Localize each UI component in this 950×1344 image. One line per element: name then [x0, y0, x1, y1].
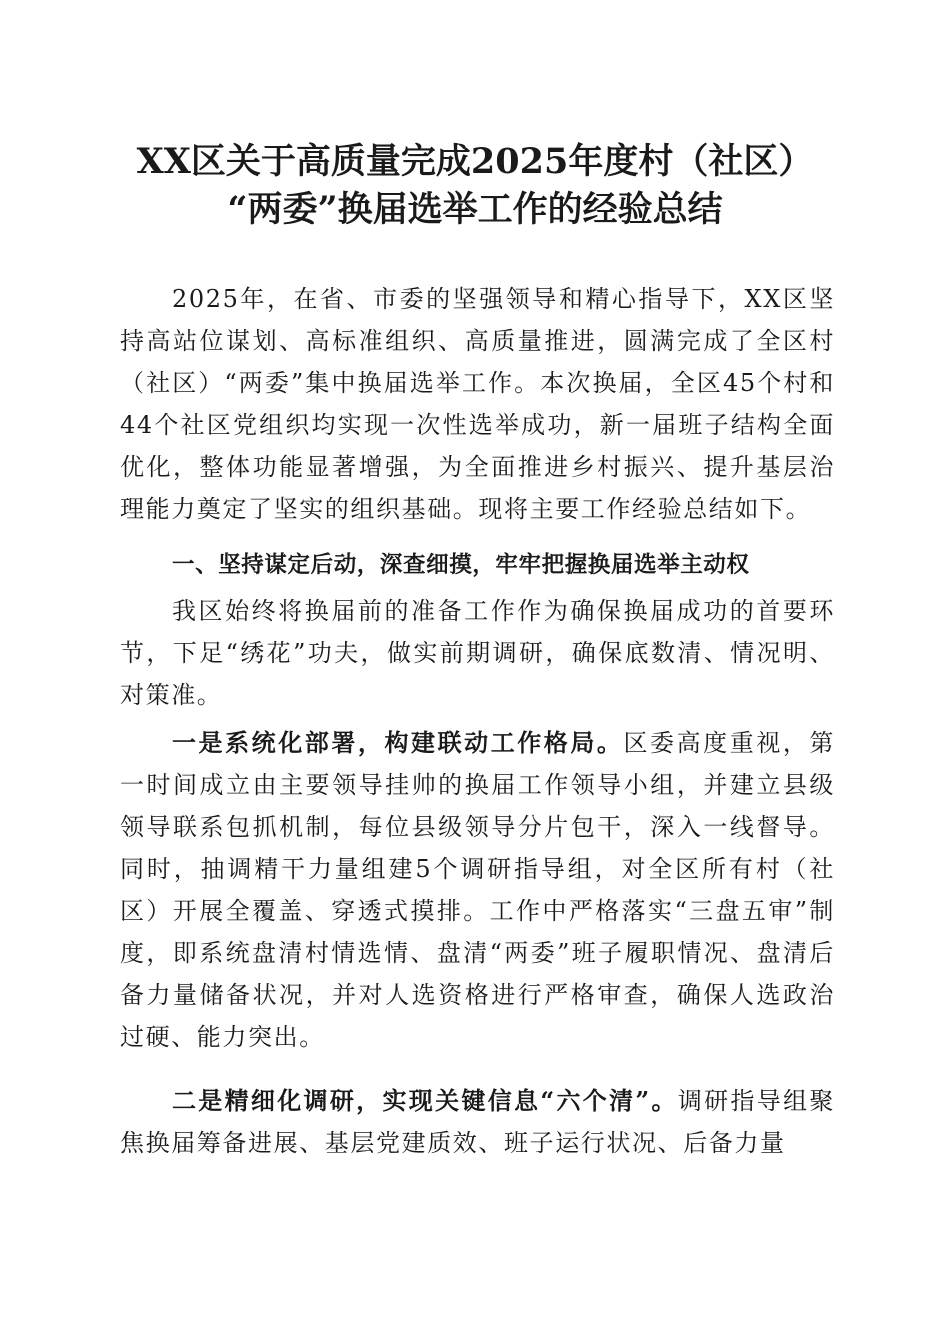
section-1-intro-paragraph: 我区始终将换届前的准备工作作为确保换届成功的首要环节，下足“绣花”功夫，做实前期调研，确保底数清、情况明、对策准。: [120, 597, 835, 709]
item-2-body-text: 调研指导组聚焦换届筹备进展、基层党建质效、班子运行状况、后备力量: [120, 1087, 835, 1157]
item-1-lead-sentence: 一是系统化部署，构建联动工作格局。: [172, 728, 624, 757]
item-1-body-text: 区委高度重视，第一时间成立由主要领导挂帅的换届工作领导小组，并建立县级领导联系包抓机制，每位县级领导分片包干，深入一线督导。同时，抽调精干力量组建5个调研指导组，对全区所有村（社区）开展全覆盖、穿透式摸排。工作中严格落实“三盘五审”制度，即系统盘清村情选情、盘清“两委”班子履职情况、盘清后备力量储备状况，并对人选资格进行严格审查，确保人选政治过硬、能力突出。: [120, 729, 835, 1051]
document-title-line-1: XX区关于高质量完成2025年度村（社区）: [136, 141, 814, 182]
document-title-line-2: “两委”换届选举工作的经验总结: [227, 189, 723, 230]
section-1-item-1-paragraph: [120, 722, 835, 1058]
item-2-lead-sentence: 二是精细化调研，实现关键信息“六个清”。: [172, 1086, 678, 1115]
section-1-item-2-paragraph: [120, 1080, 835, 1164]
section-1-heading: 一、坚持谋定后动，深查细摸，牢牢把握换届选举主动权: [172, 552, 750, 578]
intro-paragraph: 2025年，在省、市委的坚强领导和精心指导下，XX区坚持高站位谋划、高标准组织、高质量推进，圆满完成了全区村（社区）“两委”集中换届选举工作。本次换届，全区45个村和44个社区党组织均实现一次性选举成功，新一届班子结构全面优化，整体功能显著增强，为全面推进乡村振兴、提升基层治理能力奠定了坚实的组织基础。现将主要工作经验总结如下。: [120, 285, 835, 523]
